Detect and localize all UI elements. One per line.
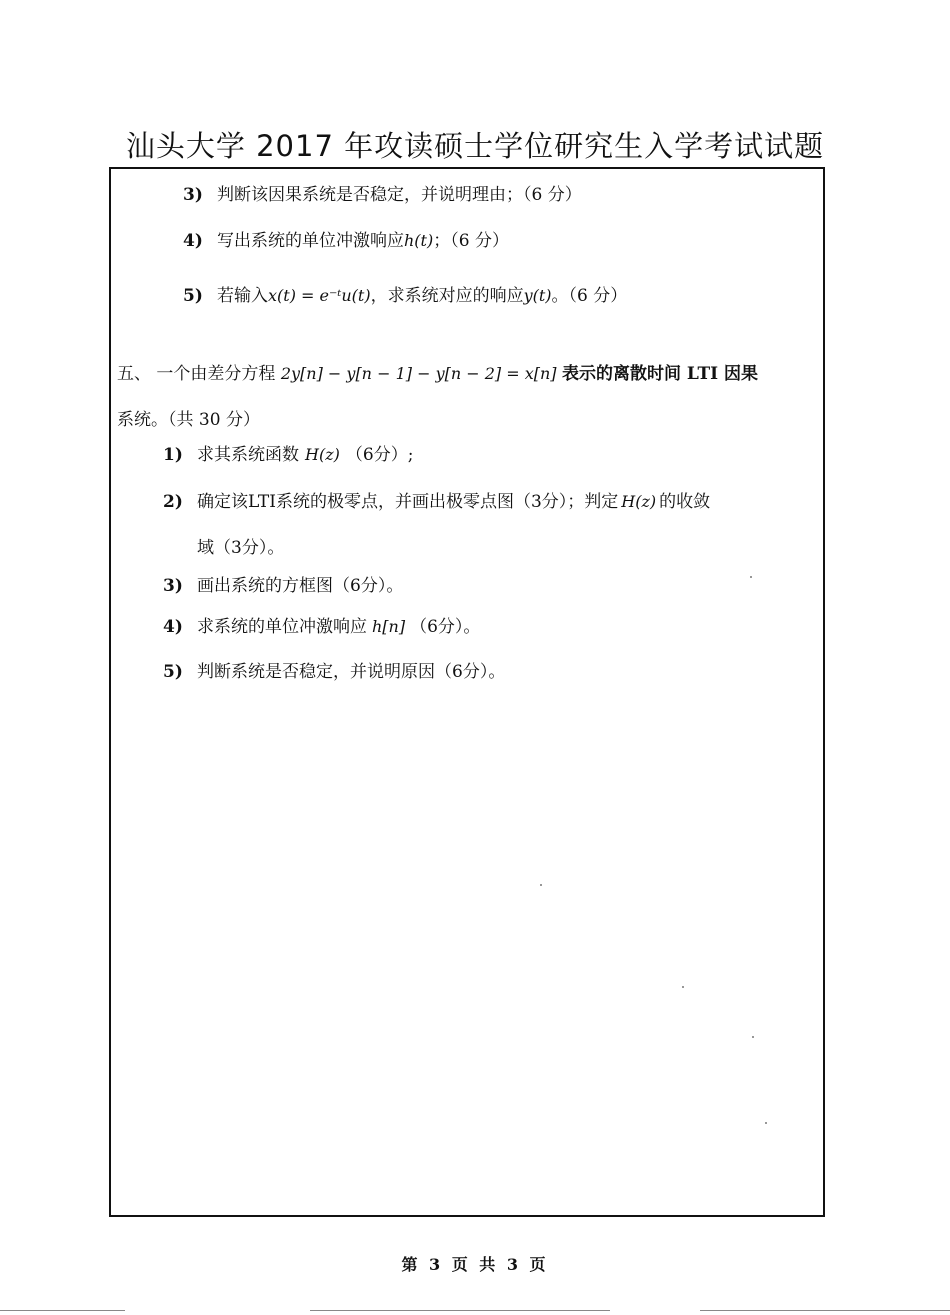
scan-speck [540,884,542,886]
item-number: 5) [183,286,203,306]
item-text: （6分）; [345,445,414,465]
scan-edge-line [700,1310,950,1311]
math-expression: h(t) [404,231,434,250]
scan-speck [750,576,752,578]
question-5-item-3 [163,571,403,596]
scan-speck [682,986,684,988]
item-text: ；（6 分） [433,231,509,251]
math-expression: H(z) [305,445,340,464]
item-text: 。（6 分） [551,286,628,306]
math-expression: h[n] [372,617,406,636]
scan-edge-line [0,1310,125,1311]
scan-speck [765,1122,767,1124]
math-expression: y(t) [523,286,552,305]
item-text: 求系统的单位冲激响应 [197,617,367,637]
item-number: 2) [163,492,183,512]
item-text: 画出系统的方框图（6分）。 [197,576,404,596]
item-text: 判断该因果系统是否稳定，并说明理由；（6 分） [217,185,582,205]
item-text: 写出系统的单位冲激响应 [217,231,404,251]
item-number: 1) [163,445,183,465]
question-5-item-2 [163,487,710,512]
item-text: 若输入 [217,286,268,306]
exam-content-box [109,167,825,1217]
item-number: 5) [163,662,183,682]
math-expression: 2y[n] − y[n − 1] − y[n − 2] = x[n] [280,364,557,383]
question-4-item-4 [183,226,509,251]
item-text: 确定该LTI系统的极零点，并画出极零点图（3分）；判定 [197,492,619,512]
item-number: 3) [183,185,203,205]
question-4-item-3 [183,180,582,205]
question-5-heading-line2: 系统。（共 30 分） [117,410,260,430]
math-expression: H(z) [621,492,657,511]
scan-edge-line [310,1310,610,1311]
item-number: 4) [163,617,183,637]
math-expression: x(t) = e⁻ᵗu(t) [268,286,371,305]
question-5-item-1 [163,440,413,465]
item-number: 4) [183,231,203,251]
question-5-item-2-continuation: 域（3分）。 [197,538,285,558]
item-text: （6分）。 [410,617,481,637]
item-text: 的收敛 [659,492,711,512]
question-5-heading [117,359,758,384]
question-4-item-5 [183,281,627,306]
exam-page-header: 汕头大学 2017 年攻读硕士学位研究生入学考试试题 [125,129,825,163]
item-text: ，求系统对应的响应 [370,286,524,306]
page-footer: 第 3 页 共 3 页 [401,1255,549,1274]
item-number: 3) [163,576,183,596]
item-text: 求其系统函数 [197,445,299,465]
question-5-item-4 [163,612,480,637]
heading-text: 表示的离散时间 LTI 因果 [561,364,758,384]
item-text: 判断系统是否稳定，并说明原因（6分）。 [197,662,506,682]
scan-speck [752,1036,754,1038]
heading-text: 五、 一个由差分方程 [117,364,276,384]
question-5-item-5 [163,657,505,682]
